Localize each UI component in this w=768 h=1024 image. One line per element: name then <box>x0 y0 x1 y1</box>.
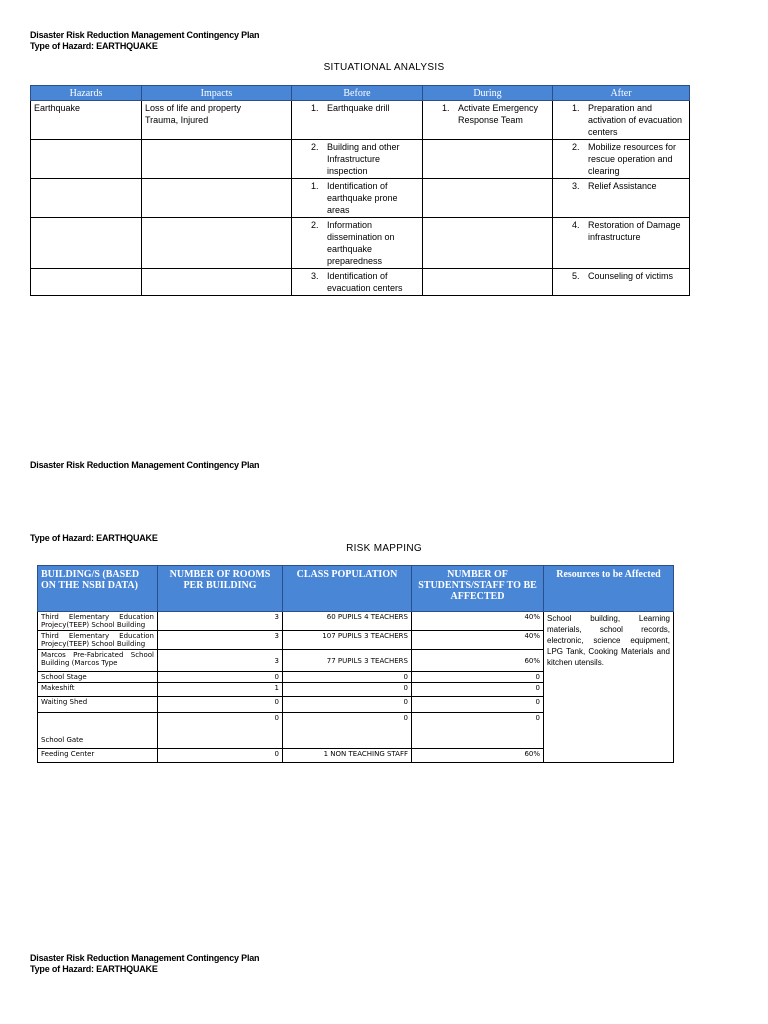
table-row <box>31 218 690 269</box>
before-item: Building and other Infrastructure inspection <box>327 142 400 176</box>
list-number: 5. <box>572 271 580 281</box>
population-cell: 60 PUPILS 4 TEACHERS <box>283 612 412 631</box>
table-row <box>31 179 690 218</box>
list-number: 1. <box>572 103 580 113</box>
affected-cell: 40% <box>412 612 544 631</box>
rooms-cell: 3 <box>158 612 283 631</box>
list-number: 4. <box>572 220 580 230</box>
before-item: Earthquake drill <box>327 103 390 113</box>
header-class-population: CLASS POPULATION <box>283 566 412 612</box>
building-cell: Feeding Center <box>38 749 158 763</box>
resources-cell: School building, Learning materials, school records, electronic, science equipment, LPG Tank, Cooking Materials and kitchen utensils. <box>544 612 674 763</box>
rooms-cell: 3 <box>158 631 283 650</box>
header-impacts: Impacts <box>142 86 292 101</box>
before-cell <box>292 140 423 179</box>
header-hazards: Hazards <box>31 86 142 101</box>
building-cell: Third Elementary Education Projecy(TEEP) School Building <box>38 631 158 650</box>
rooms-cell: 0 <box>158 697 283 713</box>
header-resources: Resources to be Affected <box>544 566 674 612</box>
building-cell: School Gate <box>38 713 158 749</box>
page1-title: Disaster Risk Reduction Management Contingency Plan <box>30 30 260 40</box>
after-cell <box>553 140 690 179</box>
header-during: During <box>423 86 553 101</box>
impact-item: Trauma, Injured <box>145 115 209 125</box>
after-item: Counseling of victims <box>588 271 674 281</box>
page3-hazard-type: Type of Hazard: EARTHQUAKE <box>30 964 158 974</box>
affected-cell: 0 <box>412 713 544 749</box>
before-cell <box>292 269 423 296</box>
table-row <box>38 612 674 631</box>
population-cell: 107 PUPILS 3 TEACHERS <box>283 631 412 650</box>
table-header-row <box>31 86 690 101</box>
after-item: Preparation and activation of evacuation centers <box>588 103 683 137</box>
population-cell: 0 <box>283 672 412 683</box>
affected-cell: 0 <box>412 683 544 697</box>
affected-cell: 60% <box>412 650 544 672</box>
population-cell: 0 <box>283 697 412 713</box>
risk-mapping-title: RISK MAPPING <box>346 543 422 554</box>
header-rooms: NUMBER OF ROOMS PER BUILDING <box>158 566 283 612</box>
list-number: 2. <box>572 142 580 152</box>
affected-cell: 0 <box>412 672 544 683</box>
affected-cell: 0 <box>412 697 544 713</box>
after-item: Relief Assistance <box>588 181 657 191</box>
page1-hazard-type: Type of Hazard: EARTHQUAKE <box>30 41 158 51</box>
population-cell: 0 <box>283 683 412 697</box>
page2-hazard-type: Type of Hazard: EARTHQUAKE <box>30 533 158 543</box>
before-cell <box>292 179 423 218</box>
table-row <box>31 269 690 296</box>
rooms-cell: 0 <box>158 749 283 763</box>
population-cell: 77 PUPILS 3 TEACHERS <box>283 650 412 672</box>
impacts-cell <box>142 101 292 140</box>
situational-analysis-table <box>30 85 690 296</box>
building-cell: Waiting Shed <box>38 697 158 713</box>
hazard-cell <box>31 101 142 140</box>
rooms-cell: 1 <box>158 683 283 697</box>
page3-title: Disaster Risk Reduction Management Contingency Plan <box>30 953 260 963</box>
affected-cell: 60% <box>412 749 544 763</box>
page2-title: Disaster Risk Reduction Management Contingency Plan <box>30 460 260 470</box>
building-cell: School Stage <box>38 672 158 683</box>
table-header-row <box>38 566 674 612</box>
rooms-cell: 3 <box>158 650 283 672</box>
rooms-cell: 0 <box>158 713 283 749</box>
before-item: Identification of earthquake prone areas <box>327 181 398 215</box>
table-row <box>31 140 690 179</box>
before-item: Information dissemination on earthquake preparedness <box>327 220 395 266</box>
building-cell: Third Elementary Education Projecy(TEEP) School Building <box>38 612 158 631</box>
rooms-cell: 0 <box>158 672 283 683</box>
table-row <box>31 101 690 140</box>
after-item: Restoration of Damage infrastructure <box>588 220 681 242</box>
list-number: 1. <box>442 103 450 113</box>
impact-item: Loss of life and property <box>145 103 242 113</box>
affected-cell: 40% <box>412 631 544 650</box>
after-cell <box>553 101 690 140</box>
after-item: Mobilize resources for rescue operation and clearing <box>588 142 677 176</box>
situational-analysis-title: SITUATIONAL ANALYSIS <box>323 62 445 73</box>
before-item: Identification of evacuation centers <box>327 271 403 293</box>
during-cell <box>423 101 553 140</box>
header-after: After <box>553 86 690 101</box>
list-number: 1. <box>311 103 319 113</box>
list-number: 3. <box>572 181 580 191</box>
before-cell <box>292 101 423 140</box>
list-number: 2. <box>311 142 319 152</box>
building-cell: Makeshift <box>38 683 158 697</box>
header-affected: NUMBER OF STUDENTS/STAFF TO BE AFFECTED <box>412 566 544 612</box>
list-number: 3. <box>311 271 319 281</box>
after-cell <box>553 179 690 218</box>
list-number: 1. <box>311 181 319 191</box>
building-cell: Marcos Pre-Fabricated School Building (Marcos Type <box>38 650 158 672</box>
population-cell: 1 NON TEACHING STAFF <box>283 749 412 763</box>
header-before: Before <box>292 86 423 101</box>
risk-mapping-table <box>37 565 674 763</box>
during-item: Activate Emergency Response Team <box>458 103 539 125</box>
population-cell: 0 <box>283 713 412 749</box>
list-number: 2. <box>311 220 319 230</box>
after-cell <box>553 218 690 269</box>
header-building: BUILDING/S (BASED ON THE NSBI DATA) <box>38 566 158 612</box>
before-cell <box>292 218 423 269</box>
after-cell <box>553 269 690 296</box>
hazard-name: Earthquake <box>34 103 81 113</box>
